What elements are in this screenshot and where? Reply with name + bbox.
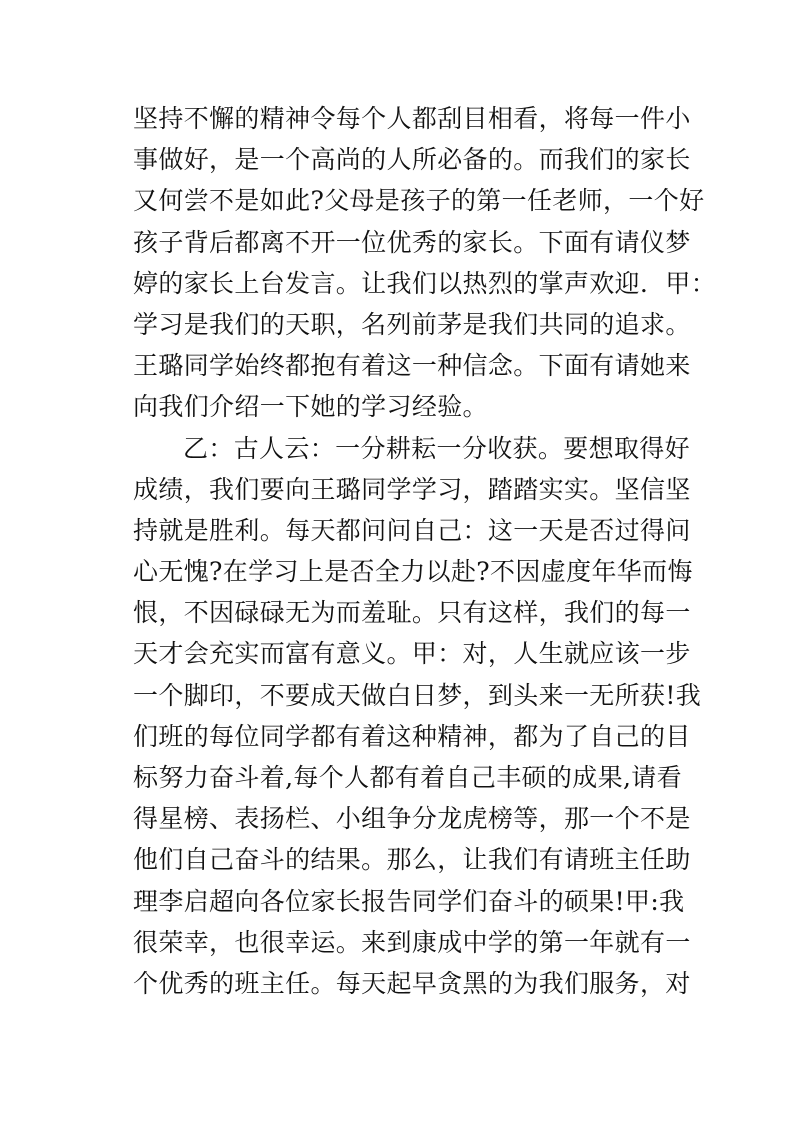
text-line-12: 心无愧?在学习上是否全力以赴?不因虚度年华而悔 [133, 557, 693, 587]
text-line-22: 个优秀的班主任。每天起早贪黑的为我们服务，对 [133, 968, 691, 998]
text-line-9: 乙：古人云：一分耕耘一分收获。要想取得好 [183, 433, 691, 463]
text-line-10: 成绩，我们要向王璐同学学习，踏踏实实。坚信坚 [133, 474, 691, 504]
text-line-2: 事做好，是一个高尚的人所必备的。而我们的家长 [133, 145, 691, 175]
text-line-16: 们班的每位同学都有着这种精神，都为了自己的目 [133, 721, 691, 751]
text-line-17: 标努力奋斗着,每个人都有着自己丰硕的成果,请看 [133, 763, 682, 792]
text-line-4: 孩子背后都离不开一位优秀的家长。下面有请仪梦 [133, 227, 691, 257]
text-line-11: 持就是胜利。每天都问问自己：这一天是否过得问 [133, 515, 691, 545]
text-line-7: 王璐同学始终都抱有着这一种信念。下面有请她来 [133, 351, 691, 381]
text-line-14: 天才会充实而富有意义。甲：对，人生就应该一步 [133, 639, 691, 669]
text-line-15: 一个脚印，不要成天做白日梦，到头来一无所获!我 [133, 680, 702, 710]
text-line-21: 很荣幸，也很幸运。来到康成中学的第一年就有一 [133, 927, 691, 957]
text-line-13: 恨，不因碌碌无为而羞耻。只有这样，我们的每一 [133, 598, 691, 628]
text-line-19: 他们自己奋斗的结果。那么，让我们有请班主任助 [133, 845, 691, 875]
text-line-18: 得星榜、表扬栏、小组争分龙虎榜等，那一个不是 [133, 804, 691, 834]
text-line-8: 向我们介绍一下她的学习经验。 [133, 392, 488, 422]
body-text [133, 98, 717, 1004]
text-line-20: 理李启超向各位家长报告同学们奋斗的硕果!甲:我 [133, 886, 685, 916]
text-line-1: 坚持不懈的精神令每个人都刮目相看，将每一件小 [133, 104, 691, 133]
text-line-3: 又何尝不是如此?父母是孩子的第一任老师，一个好 [133, 186, 705, 216]
text-line-6: 学习是我们的天职，名列前茅是我们共同的追求。 [133, 309, 691, 339]
text-line-5: 婷的家长上台发言。让我们以热烈的掌声欢迎．甲： [133, 268, 717, 298]
